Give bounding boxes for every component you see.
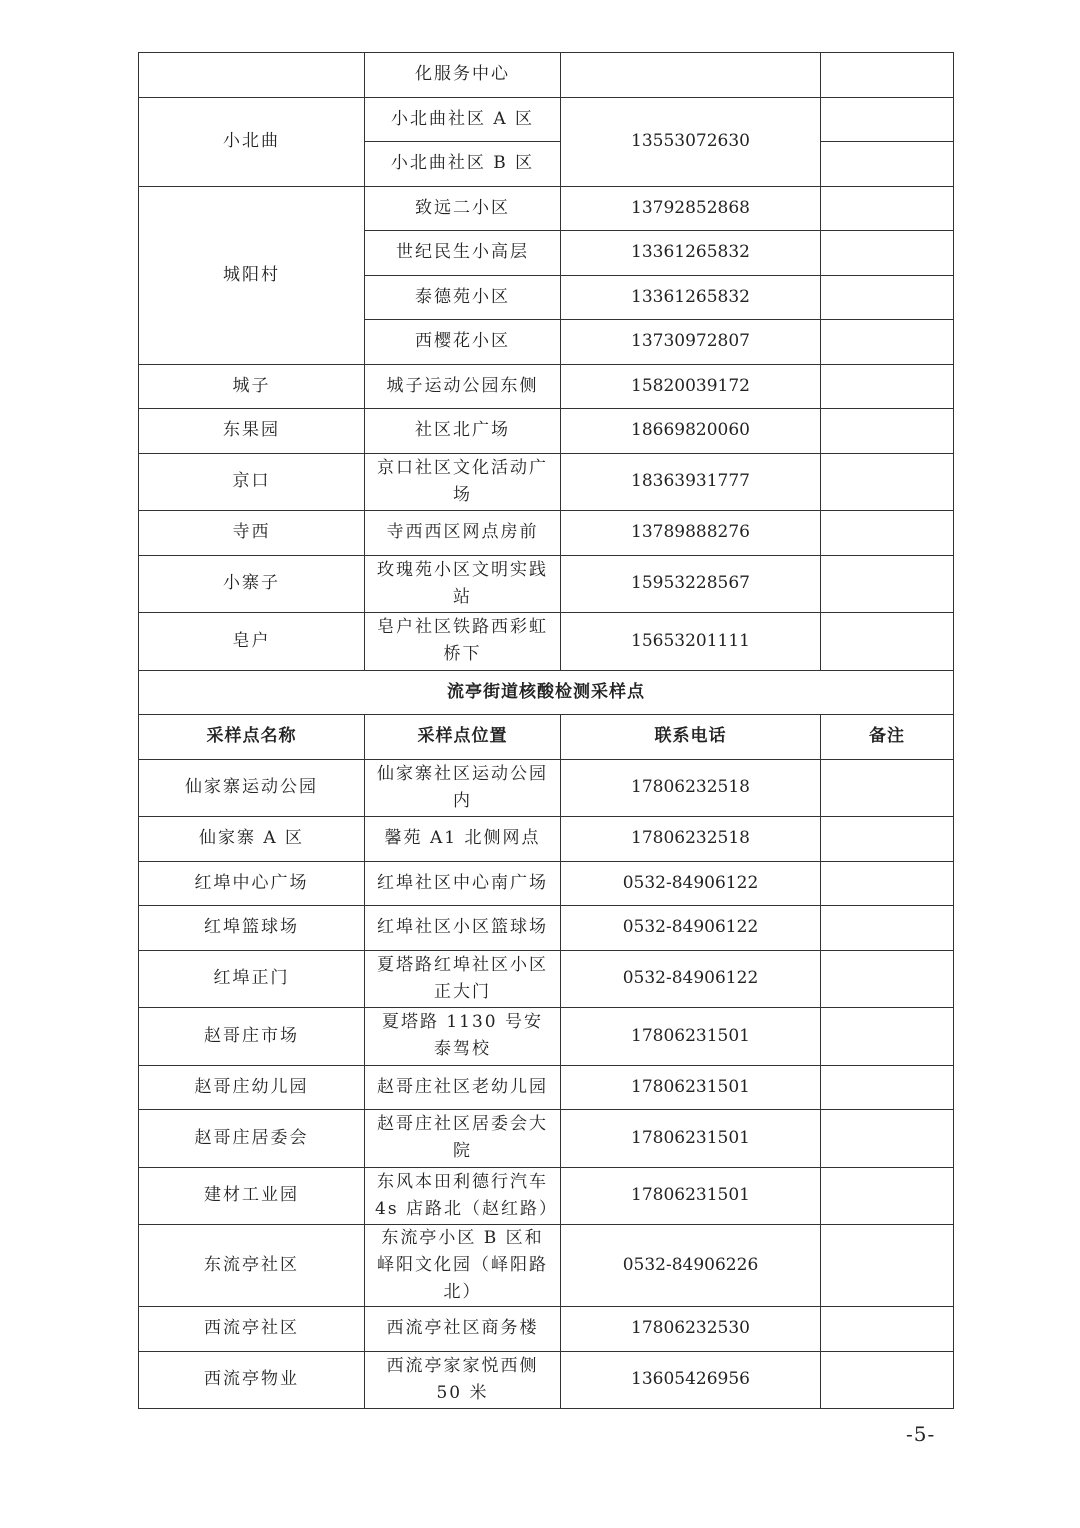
phone-cell: 18669820060 — [561, 409, 821, 454]
phone-cell: 17806232518 — [561, 759, 821, 817]
name-cell: 京口 — [139, 453, 365, 511]
note-cell — [821, 555, 954, 613]
name-cell: 仙家寨 A 区 — [139, 817, 365, 862]
location-cell: 赵哥庄社区老幼儿园 — [365, 1065, 561, 1110]
name-cell: 小寨子 — [139, 555, 365, 613]
name-cell: 皂户 — [139, 613, 365, 671]
location-cell: 红埠社区中心南广场 — [365, 861, 561, 906]
location-cell: 小北曲社区 B 区 — [365, 142, 561, 187]
location-cell: 世纪民生小高层 — [365, 231, 561, 276]
column-header-row — [139, 715, 954, 760]
phone-cell: 15653201111 — [561, 613, 821, 671]
phone-cell: 0532-84906122 — [561, 950, 821, 1008]
note-cell — [821, 142, 954, 187]
page-number: -5- — [906, 1422, 936, 1446]
note-cell — [821, 1008, 954, 1066]
note-cell — [821, 231, 954, 276]
note-cell — [821, 275, 954, 320]
table-row — [139, 409, 954, 454]
location-cell: 化服务中心 — [365, 53, 561, 98]
note-cell — [821, 53, 954, 98]
note-cell — [821, 1351, 954, 1409]
phone-cell: 17806231501 — [561, 1167, 821, 1225]
note-cell — [821, 1110, 954, 1168]
header-location: 采样点位置 — [365, 715, 561, 760]
name-cell: 城阳村 — [139, 186, 365, 364]
table-row — [139, 613, 954, 671]
note-cell — [821, 613, 954, 671]
note-cell — [821, 950, 954, 1008]
name-cell: 赵哥庄居委会 — [139, 1110, 365, 1168]
name-cell: 寺西 — [139, 511, 365, 556]
note-cell — [821, 409, 954, 454]
phone-cell: 13553072630 — [561, 97, 821, 186]
name-cell: 东果园 — [139, 409, 365, 454]
table-row — [139, 1307, 954, 1352]
table-row — [139, 1351, 954, 1409]
note-cell — [821, 759, 954, 817]
phone-cell: 0532-84906122 — [561, 906, 821, 951]
location-cell: 小北曲社区 A 区 — [365, 97, 561, 142]
note-cell — [821, 1065, 954, 1110]
location-cell: 西樱花小区 — [365, 320, 561, 365]
location-cell: 夏塔路红埠社区小区正大门 — [365, 950, 561, 1008]
phone-cell: 18363931777 — [561, 453, 821, 511]
phone-cell: 0532-84906122 — [561, 861, 821, 906]
location-cell: 东流亭小区 B 区和峄阳文化园（峄阳路北） — [365, 1225, 561, 1307]
table-row — [139, 861, 954, 906]
phone-cell: 13361265832 — [561, 231, 821, 276]
note-cell — [821, 906, 954, 951]
phone-cell: 17806231501 — [561, 1008, 821, 1066]
location-cell: 皂户社区铁路西彩虹桥下 — [365, 613, 561, 671]
phone-cell: 17806231501 — [561, 1110, 821, 1168]
note-cell — [821, 320, 954, 365]
table-row — [139, 1065, 954, 1110]
phone-cell: 13789888276 — [561, 511, 821, 556]
phone-cell: 17806232530 — [561, 1307, 821, 1352]
table-row — [139, 186, 954, 231]
location-cell: 赵哥庄社区居委会大院 — [365, 1110, 561, 1168]
name-cell: 仙家寨运动公园 — [139, 759, 365, 817]
phone-cell — [561, 53, 821, 98]
location-cell: 玫瑰苑小区文明实践站 — [365, 555, 561, 613]
name-cell: 赵哥庄幼儿园 — [139, 1065, 365, 1110]
table-row — [139, 453, 954, 511]
table-row — [139, 53, 954, 98]
name-cell — [139, 53, 365, 98]
name-cell: 赵哥庄市场 — [139, 1008, 365, 1066]
location-cell: 仙家寨社区运动公园内 — [365, 759, 561, 817]
sampling-points-table — [138, 52, 954, 1409]
name-cell: 西流亭社区 — [139, 1307, 365, 1352]
name-cell: 红埠篮球场 — [139, 906, 365, 951]
note-cell — [821, 1225, 954, 1307]
table-row — [139, 1110, 954, 1168]
phone-cell: 15953228567 — [561, 555, 821, 613]
location-cell: 馨苑 A1 北侧网点 — [365, 817, 561, 862]
note-cell — [821, 364, 954, 409]
phone-cell: 17806231501 — [561, 1065, 821, 1110]
location-cell: 京口社区文化活动广场 — [365, 453, 561, 511]
table-row — [139, 817, 954, 862]
location-cell: 西流亭家家悦西侧 50 米 — [365, 1351, 561, 1409]
table-row — [139, 759, 954, 817]
location-cell: 东风本田利德行汽车 4s 店路北（赵红路） — [365, 1167, 561, 1225]
location-cell: 城子运动公园东侧 — [365, 364, 561, 409]
table-row — [139, 97, 954, 142]
table-row — [139, 511, 954, 556]
name-cell: 小北曲 — [139, 97, 365, 186]
table-row — [139, 555, 954, 613]
name-cell: 红埠中心广场 — [139, 861, 365, 906]
note-cell — [821, 453, 954, 511]
table-row — [139, 1225, 954, 1307]
name-cell: 西流亭物业 — [139, 1351, 365, 1409]
note-cell — [821, 1167, 954, 1225]
table-row — [139, 1167, 954, 1225]
note-cell — [821, 861, 954, 906]
name-cell: 红埠正门 — [139, 950, 365, 1008]
name-cell: 建材工业园 — [139, 1167, 365, 1225]
location-cell: 夏塔路 1130 号安泰驾校 — [365, 1008, 561, 1066]
phone-cell: 15820039172 — [561, 364, 821, 409]
note-cell — [821, 186, 954, 231]
location-cell: 社区北广场 — [365, 409, 561, 454]
header-phone: 联系电话 — [561, 715, 821, 760]
phone-cell: 13792852868 — [561, 186, 821, 231]
note-cell — [821, 817, 954, 862]
phone-cell: 13605426956 — [561, 1351, 821, 1409]
section-title: 流亭街道核酸检测采样点 — [139, 670, 954, 715]
table-row — [139, 950, 954, 1008]
note-cell — [821, 1307, 954, 1352]
name-cell: 城子 — [139, 364, 365, 409]
location-cell: 致远二小区 — [365, 186, 561, 231]
note-cell — [821, 97, 954, 142]
phone-cell: 0532-84906226 — [561, 1225, 821, 1307]
phone-cell: 17806232518 — [561, 817, 821, 862]
location-cell: 西流亭社区商务楼 — [365, 1307, 561, 1352]
location-cell: 寺西西区网点房前 — [365, 511, 561, 556]
location-cell: 红埠社区小区篮球场 — [365, 906, 561, 951]
phone-cell: 13361265832 — [561, 275, 821, 320]
note-cell — [821, 511, 954, 556]
phone-cell: 13730972807 — [561, 320, 821, 365]
header-note: 备注 — [821, 715, 954, 760]
table-row — [139, 906, 954, 951]
table-row — [139, 1008, 954, 1066]
location-cell: 泰德苑小区 — [365, 275, 561, 320]
section-title-row — [139, 670, 954, 715]
table-row — [139, 364, 954, 409]
header-name: 采样点名称 — [139, 715, 365, 760]
name-cell: 东流亭社区 — [139, 1225, 365, 1307]
